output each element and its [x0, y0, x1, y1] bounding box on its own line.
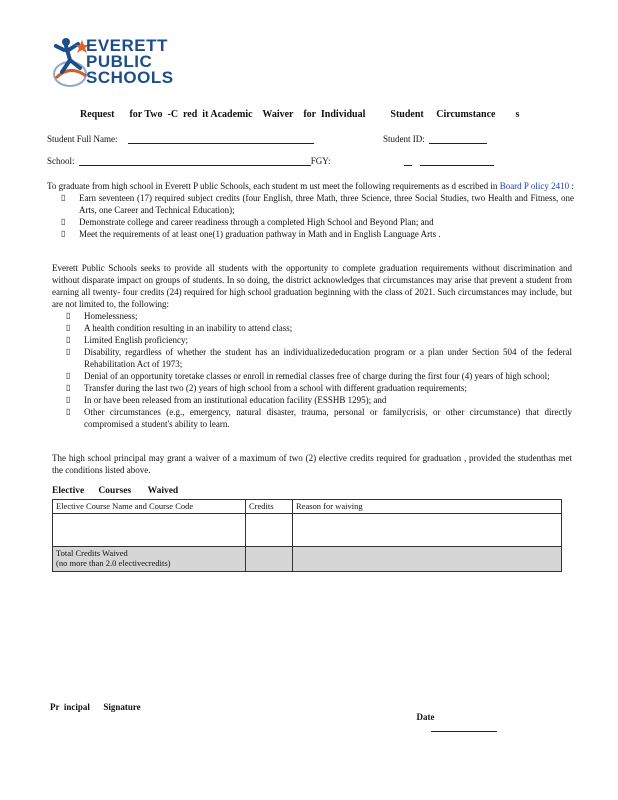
list-item: ▯ Other circumstances (e.g., emergency, natural disaster, trauma, personal or familycrisis, or other circumstance) that directly compromised a student's ability to learn.	[64, 406, 572, 430]
list-item: ▯ Meet the requirements of at least one(1) graduation pathway in Math and in English Language Arts .	[59, 228, 574, 240]
fgy-field-short[interactable]	[404, 157, 412, 166]
list-item: ▯ Limited English proficiency;	[64, 334, 572, 346]
student-id-label: Student ID:	[383, 134, 425, 144]
date-row	[412, 702, 497, 732]
total-row	[53, 547, 562, 572]
list-item: ▯ In or have been released from an institutional education facility (ESSHB 1295); and	[64, 394, 572, 406]
student-id-field[interactable]	[429, 135, 487, 144]
circumstances-list	[52, 310, 572, 430]
student-name-field[interactable]	[128, 135, 314, 144]
reason-column-header: Reason for waiving	[293, 500, 562, 514]
requirements-intro	[47, 180, 574, 192]
list-item: ▯ A health condition resulting in an inability to attend class;	[64, 322, 572, 334]
elective-heading: Elective Courses Waived	[52, 486, 179, 496]
student-name-row	[47, 134, 314, 144]
fgy-field[interactable]	[420, 157, 494, 166]
fgy-row	[404, 156, 494, 166]
table-row	[53, 514, 562, 547]
date-label: Date	[416, 712, 435, 722]
logo-line-1: EVERETT	[86, 36, 168, 55]
list-item: ▯ Earn seventeen (17) required subject credits (four English, three Math, three Science, three Social Studies, two Health and Fitness, one Arts, one Career and Technical Education);	[59, 192, 574, 216]
board-policy-link[interactable]: Board P olicy 2410	[499, 181, 570, 191]
intro-text-end: :	[569, 181, 574, 191]
credits-column-header: Credits	[246, 500, 293, 514]
district-logo	[54, 34, 199, 96]
requirements-list	[47, 192, 574, 240]
logo-line-2: PUBLIC	[86, 52, 153, 71]
total-reason-cell	[293, 547, 562, 572]
course-name-cell[interactable]	[53, 514, 246, 547]
list-item: ▯ Transfer during the last two (2) years of high school from a school with different graduation requirements;	[64, 382, 572, 394]
student-id-row	[383, 134, 487, 144]
fgy-label: FGY:	[310, 156, 331, 166]
student-name-label: Student Full Name:	[47, 134, 118, 144]
principal-note: The high school principal may grant a waiver of a maximum of two (2) elective credits required for graduation , provided the studenthas met the conditions listed above.	[52, 453, 572, 475]
date-field[interactable]	[431, 723, 497, 732]
form-title: Request for Two -C red it Academic Waiver for Individual Student Circumstance s	[80, 109, 520, 120]
total-credits-cell[interactable]	[246, 547, 293, 572]
course-column-header: Elective Course Name and Course Code	[53, 500, 246, 514]
elective-courses-table	[52, 499, 562, 572]
list-item: ▯ Denial of an opportunity toretake classes or enroll in remedial classes free of charge during the first four (4) years of high school;	[64, 370, 572, 382]
list-item: ▯ Demonstrate college and career readiness through a completed High School and Beyond Plan; and	[59, 216, 574, 228]
table-header-row	[53, 500, 562, 514]
circumstances-section	[52, 262, 572, 430]
total-limit-note: (no more than 2.0 electivecredits)	[56, 558, 171, 568]
reason-cell[interactable]	[293, 514, 562, 547]
intro-text: To graduate from high school in Everett P ublic Schools, each student m ust meet the following requirements as d escribed in	[47, 181, 500, 191]
circumstances-text: Everett Public Schools seeks to provide all students with the opportunity to complete graduation requirements without discrimination and without disparate impact on groups of students. In so doing, the district acknowledges that circumstances may arise that prevent a student from earning all twenty- four credits (24) required for high school graduation beginning with the class of 2021. Such circumstances may include, but are not limited to, the following:	[52, 263, 572, 309]
school-field[interactable]	[79, 157, 311, 166]
total-label: Total Credits Waived	[56, 548, 128, 558]
logo-line-3: SCHOOLS	[86, 68, 174, 87]
list-item: ▯ Homelessness;	[64, 310, 572, 322]
requirements-section	[47, 180, 574, 240]
credits-cell[interactable]	[246, 514, 293, 547]
school-label: School:	[47, 156, 75, 166]
school-row	[47, 156, 330, 166]
total-label-cell	[53, 547, 246, 572]
principal-signature-label: Pr incipal Signature	[50, 702, 141, 712]
list-item: ▯ Disability, regardless of whether the student has an individualizededucation program or a plan under Section 504 of the federal Rehabilitation Act of 1973;	[64, 346, 572, 370]
